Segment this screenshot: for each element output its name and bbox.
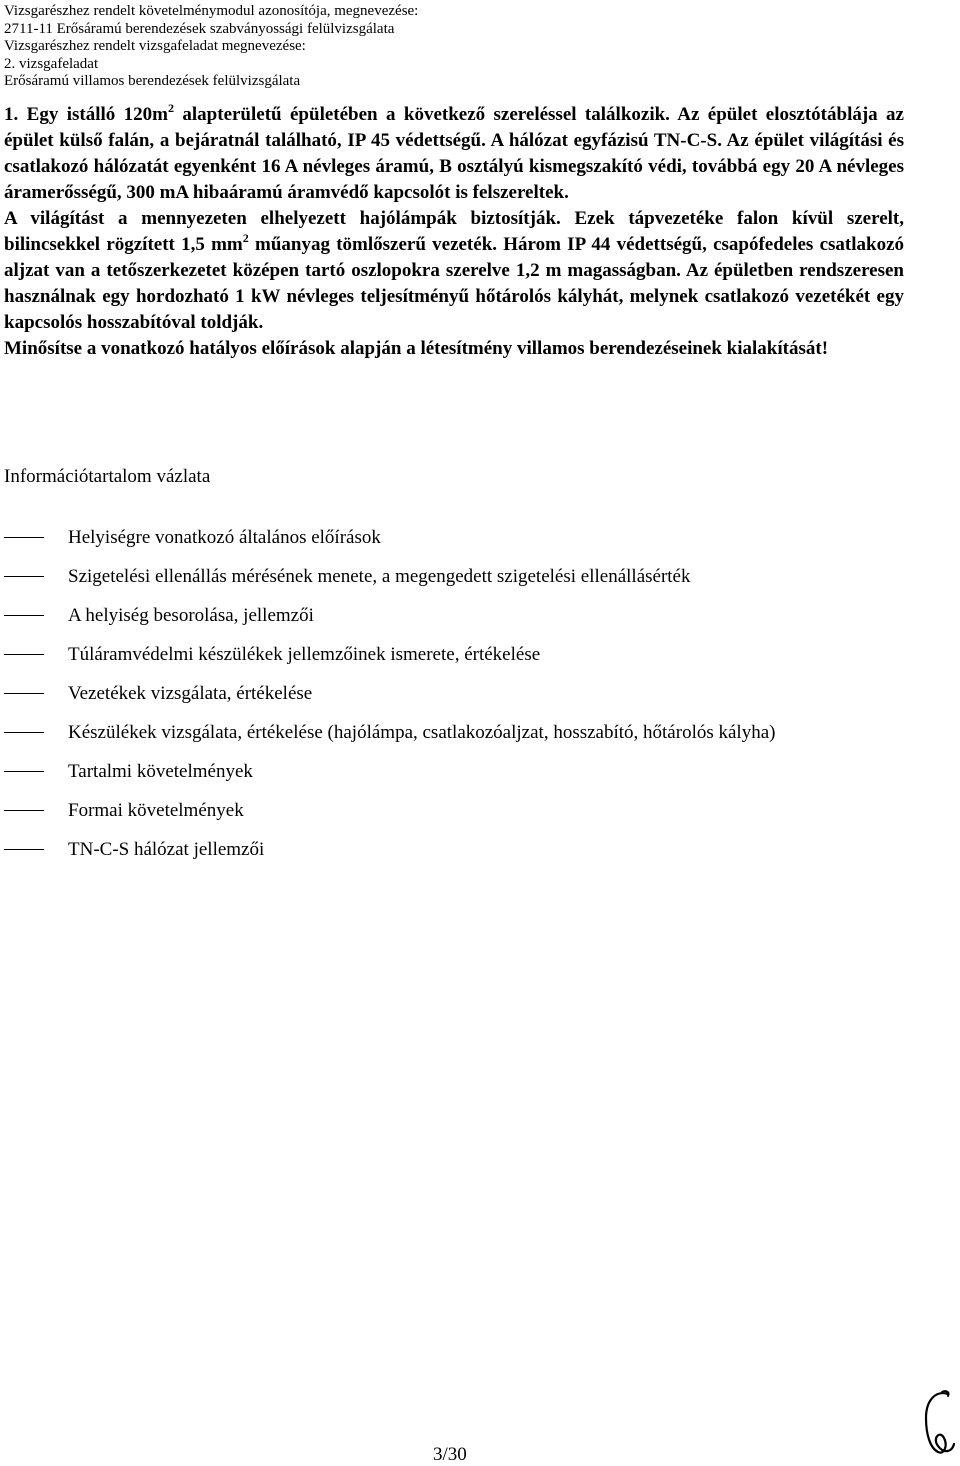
header-line: 2711-11 Erősáramú berendezések szabványossági felülvizsgálata [4, 20, 395, 37]
list-item: Túláramvédelmi készülékek jellemzőinek ismerete, értékelése [4, 635, 944, 674]
list-item: Vezetékek vizsgálata, értékelése [4, 674, 944, 713]
list-item: Készülékek vizsgálata, értékelése (hajólámpa, csatlakozóaljzat, hosszabító, hőtárolós kályha) [4, 713, 944, 752]
dash-bullet-icon [4, 537, 44, 538]
document-header [4, 3, 944, 91]
header-line: Vizsgarészhez rendelt követelménymodul azonosítója, megnevezése: [4, 3, 419, 19]
superscript: 2 [168, 101, 174, 115]
page-number: 3/30 [433, 1444, 467, 1465]
header-line: 2. vizsgafeladat [4, 55, 99, 72]
dash-bullet-icon [4, 654, 44, 655]
list-item: TN-C-S hálózat jellemzői [4, 830, 944, 869]
task-instruction: Minősítse a vonatkozó hatályos előírások alapján a létesítmény villamos berendezéseinek kialakítását! [4, 338, 829, 359]
task-paragraph-2: A világítást a mennyezeten elhelyezett hajólámpák biztosítják. Ezek tápvezetéke falon kívül szerelt, bilincsekkel rögzített 1,5 $mm^2$ műanyag tömlőszerű vezeték. Három IP 44 védettségű, csapófedeles csatlakozó aljzat van a tetőszerkezetet középen tartó oszlopokra szerelve 1,2 m magasságban. Az épületben rendszeresen használnak egy hordozható 1 kW névleges teljesítményű hőtárolós kályhát, melynek csatlakozó vezetékét egy kapcsolós hosszabítóval toldják. [4, 208, 905, 333]
header-line: Erősáramú villamos berendezések felülvizsgálata [4, 73, 301, 90]
list-item: Szigetelési ellenállás mérésének menete, a megengedett szigetelési ellenállásérték [4, 557, 944, 596]
list-item: Formai követelmények [4, 791, 944, 830]
dash-bullet-icon [4, 693, 44, 694]
dash-bullet-icon [4, 615, 44, 616]
header-line: Vizsgarészhez rendelt vizsgafeladat megnevezése: [4, 38, 306, 55]
dash-bullet-icon [4, 810, 44, 811]
dash-bullet-icon [4, 732, 44, 733]
dash-bullet-icon [4, 849, 44, 850]
handwritten-signature [918, 1388, 956, 1460]
dash-bullet-icon [4, 576, 44, 577]
superscript: 2 [242, 231, 249, 245]
info-list [4, 518, 944, 869]
list-item: Helyiségre vonatkozó általános előírások [4, 518, 944, 557]
info-title: Információtartalom vázlata [4, 466, 211, 487]
task-description [4, 102, 904, 362]
list-item: A helyiség besorolása, jellemzői [4, 596, 944, 635]
list-item: Tartalmi követelmények [4, 752, 944, 791]
dash-bullet-icon [4, 771, 44, 772]
task-paragraph-1: 1. Egy istálló $120m^2$ alapterületű épületében a következő szereléssel találkozik. Az épület elosztótáblája az épület külső falán, a bejáratnál található, IP 45 védettségű. A hálózat egyfázisú TN-C-S. Az épület világítási és csatlakozó hálózatát egyenként 16 A névleges áramú, B osztályú kismegszakító védi, továbbá egy 20 A névleges áramerősségű, 300 mA hibaáramú áramvédő kapcsolót is felszereltek. [4, 101, 904, 203]
